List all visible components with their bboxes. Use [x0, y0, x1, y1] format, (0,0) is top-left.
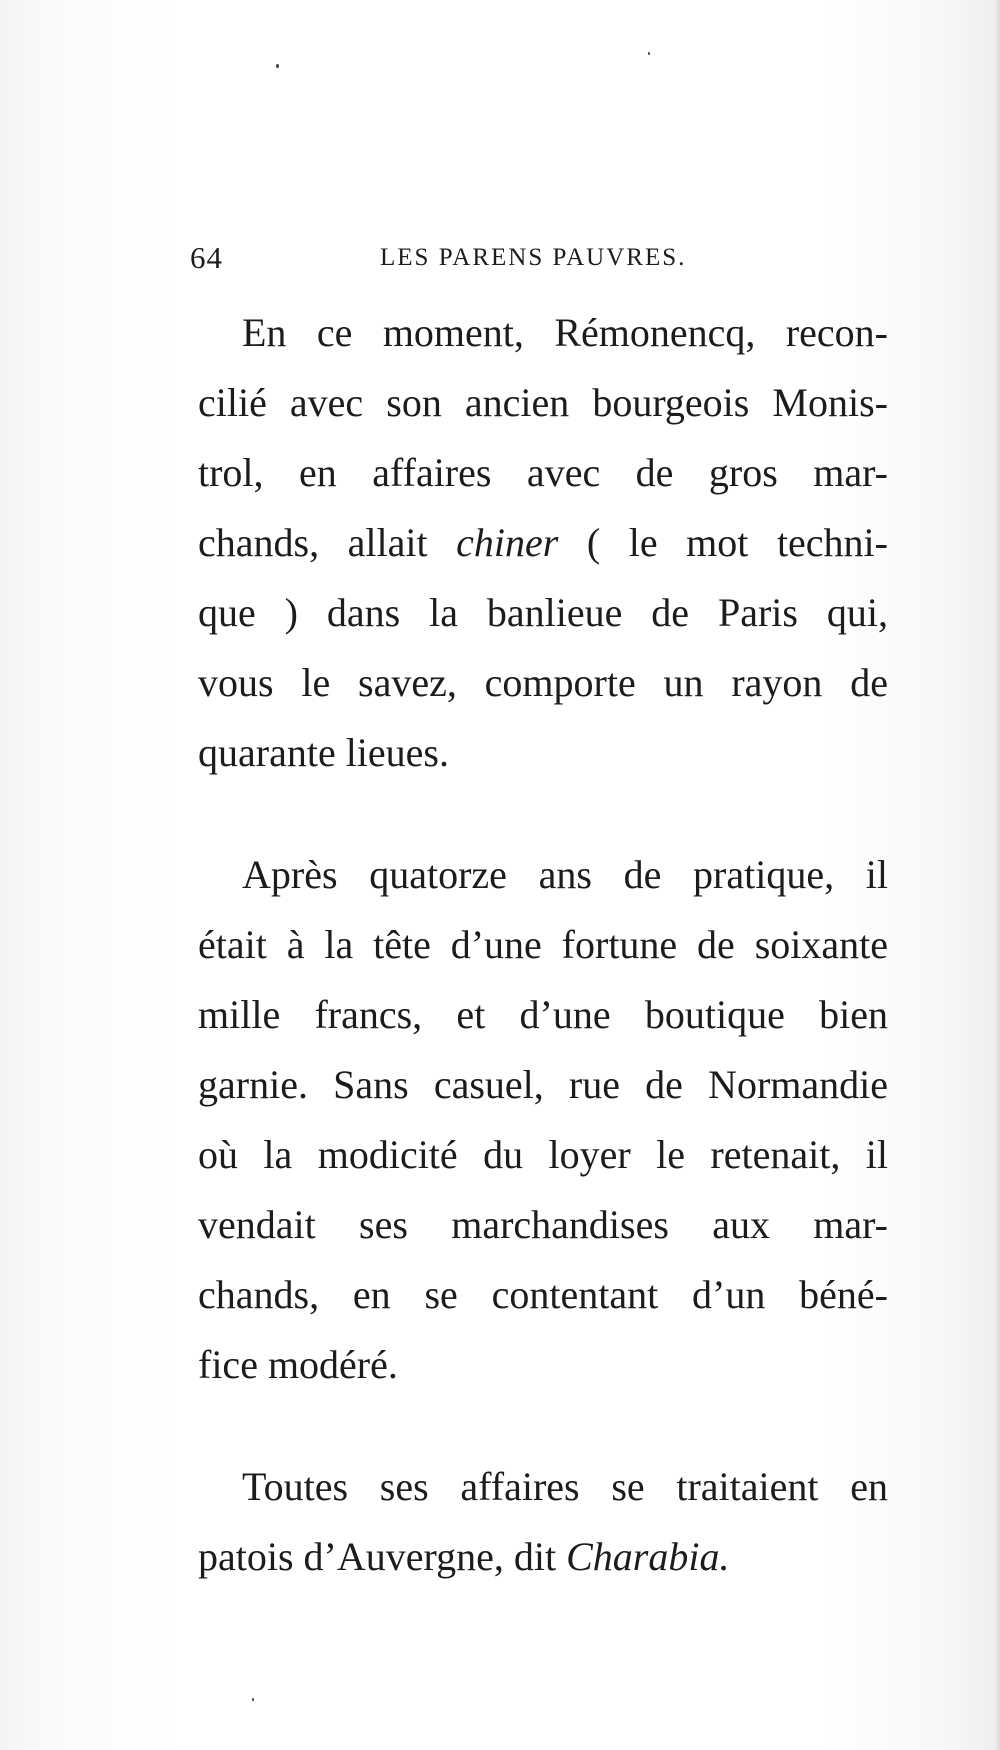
text-line: vendait ses marchandises aux mar-	[198, 1202, 888, 1247]
text-line: garnie. Sans casuel, rue de Normandie	[198, 1062, 888, 1107]
text-line: chands, en se contentant d’un béné-	[198, 1272, 888, 1317]
paragraph-3	[198, 1452, 888, 1592]
text-fragment: ( le mot techni-	[558, 520, 888, 565]
text-line: Après quatorze ans de pratique, il	[242, 852, 888, 897]
text-line: fice modéré.	[198, 1342, 398, 1387]
italic-word: chiner	[456, 520, 559, 565]
text-line: cilié avec son ancien bourgeois Monis-	[198, 380, 888, 425]
paragraph-1	[198, 298, 888, 788]
text-line: où la modicité du loyer le retenait, il	[198, 1132, 888, 1177]
text-line: quarante lieues.	[198, 730, 449, 775]
text-line	[198, 508, 888, 578]
paragraph-2	[198, 840, 888, 1400]
page-number: 64	[190, 240, 223, 275]
text-line: En ce moment, Rémonencq, recon-	[242, 310, 888, 355]
text-line: vous le savez, comporte un rayon de	[198, 660, 888, 705]
text-line: trol, en affaires avec de gros mar-	[198, 450, 888, 495]
text-line: que ) dans la banlieue de Paris qui,	[198, 590, 888, 635]
text-line	[198, 1522, 888, 1592]
text-line: était à la tête d’une fortune de soixante	[198, 922, 888, 967]
text-line: Toutes ses affaires se traitaient en	[242, 1464, 888, 1509]
ink-speck	[276, 64, 279, 68]
text-line: mille francs, et d’une boutique bien	[198, 992, 888, 1037]
running-head	[190, 240, 710, 280]
body-text	[198, 298, 888, 1592]
ink-speck	[252, 1698, 254, 1701]
page-edge	[994, 0, 1000, 1750]
text-fragment: chands, allait	[198, 520, 457, 565]
running-title: LES PARENS PAUVRES.	[380, 244, 687, 271]
italic-word: Charabia.	[566, 1534, 730, 1579]
text-fragment: patois d’Auvergne, dit	[198, 1534, 567, 1579]
ink-speck	[648, 52, 650, 55]
